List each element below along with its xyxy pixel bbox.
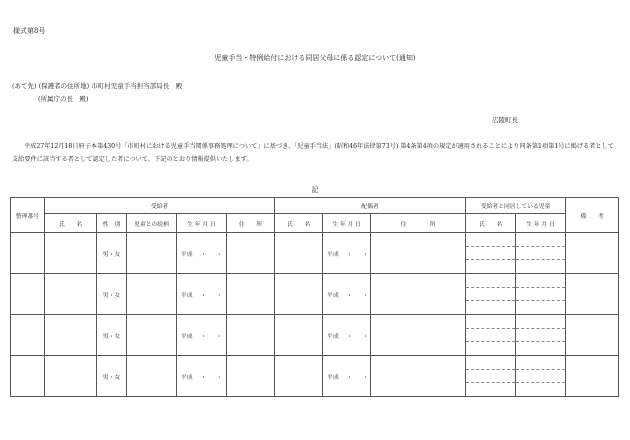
recipient-address-cell[interactable] [227,315,275,356]
era-label: 平成 [181,374,193,381]
recipient-relation-cell[interactable] [127,274,177,315]
header-spouse-name: 氏 名 [275,214,323,233]
header-recipient-gender: 性 別 [97,214,127,233]
header-spouse-address: 住 所 [371,214,466,233]
spouse-address-cell[interactable] [371,356,466,397]
child-name-cell[interactable] [466,274,516,315]
record-mark: 記 [311,186,319,194]
form-number: 様式第8号 [13,27,46,35]
header-recipient-address: 住 所 [227,214,275,233]
date-dots: ・・ [200,292,233,299]
table-row [11,233,619,274]
child-dob-cell[interactable] [516,233,566,274]
seiri-number-cell[interactable] [11,233,45,274]
child-dob-cell[interactable] [516,356,566,397]
remarks-cell[interactable] [566,315,619,356]
spouse-name-cell[interactable] [275,315,323,356]
addressee-line: (あて先) (保護者の住所地) 市町村児童手当担当部局長 殿 [12,82,183,90]
child-name-cell[interactable] [466,356,516,397]
recipient-dob-cell[interactable] [177,274,233,315]
header-recipient-relation: 児童との続柄 [127,214,177,233]
header-recipient-dob: 生 年 月 日 [177,214,227,233]
spouse-name-cell[interactable] [275,274,323,315]
header-recipient-group: 受給者 [45,198,275,214]
remarks-cell[interactable] [566,233,619,274]
recipient-relation-cell[interactable] [127,356,177,397]
era-label: 平成 [327,333,339,340]
recipient-gender-cell[interactable]: 男・女 [97,356,127,397]
seiri-number-cell[interactable] [11,315,45,356]
era-label: 平成 [327,251,339,258]
era-label: 平成 [181,333,193,340]
table-row [11,274,619,315]
recipient-name-cell[interactable] [45,356,97,397]
recipient-address-cell[interactable] [227,356,275,397]
spouse-name-cell[interactable] [275,356,323,397]
recipient-name-cell[interactable] [45,315,97,356]
date-dots: ・・ [346,374,379,381]
date-dots: ・・ [346,292,379,299]
header-recipient-name: 氏 名 [45,214,97,233]
body-paragraph: 平成27年12月18日府子本第430号「市町村における児童手当関係事務処理について」に基づき、「児童手当法」(昭和46年法律第73号) 第4条第4項の規定が適用されることにより同条第1項第1号に掲げる者として支給要件に該当する者として認定した者について、下記のとおり情報提供いたします。 [12,143,614,163]
era-label: 平成 [181,292,193,299]
era-label: 平成 [181,251,193,258]
date-dots: ・・ [200,333,233,340]
table-row [11,356,619,397]
recipient-address-cell[interactable] [227,233,275,274]
spouse-address-cell[interactable] [371,315,466,356]
spouse-dob-cell[interactable] [323,315,379,356]
spouse-address-cell[interactable] [371,274,466,315]
seiri-number-cell[interactable] [11,274,45,315]
spouse-name-cell[interactable] [275,233,323,274]
header-seiri-number: 整理番号 [11,198,45,233]
date-dots: ・・ [200,374,233,381]
era-label: 平成 [327,374,339,381]
recipient-dob-cell[interactable] [177,356,233,397]
recipient-gender-cell[interactable]: 男・女 [97,315,127,356]
child-name-cell[interactable] [466,315,516,356]
header-spouse-dob: 生 年 月 日 [323,214,371,233]
recipient-name-cell[interactable] [45,274,97,315]
table-row [11,315,619,356]
spouse-dob-cell[interactable] [323,274,379,315]
child-name-cell[interactable] [466,233,516,274]
header-spouse-group: 配偶者 [275,198,466,214]
seiri-number-cell[interactable] [11,356,45,397]
date-dots: ・・ [346,333,379,340]
child-dob-cell[interactable] [516,315,566,356]
report-table [10,197,619,397]
spouse-address-cell[interactable] [371,233,466,274]
remarks-cell[interactable] [566,356,619,397]
addressee-alt-line: (所属庁の長 殿) [38,95,89,103]
header-children-group: 受給者と同居している児童 [466,198,566,214]
spouse-dob-cell[interactable] [323,233,379,274]
recipient-address-cell[interactable] [227,274,275,315]
document-title: 児童手当・特例給付における同居父母に係る認定について(通知) [214,54,416,62]
recipient-dob-cell[interactable] [177,315,233,356]
recipient-relation-cell[interactable] [127,233,177,274]
sender-name: 広陵町長 [492,116,518,124]
header-child-name: 氏 名 [466,214,516,233]
recipient-relation-cell[interactable] [127,315,177,356]
recipient-dob-cell[interactable] [177,233,233,274]
date-dots: ・・ [200,251,233,258]
spouse-dob-cell[interactable] [323,356,379,397]
era-label: 平成 [327,292,339,299]
remarks-cell[interactable] [566,274,619,315]
header-remarks: 備 考 [566,198,619,233]
date-dots: ・・ [346,251,379,258]
recipient-gender-cell[interactable]: 男・女 [97,274,127,315]
child-dob-cell[interactable] [516,274,566,315]
header-child-dob: 生 年 月 日 [516,214,566,233]
recipient-name-cell[interactable] [45,233,97,274]
recipient-gender-cell[interactable]: 男・女 [97,233,127,274]
